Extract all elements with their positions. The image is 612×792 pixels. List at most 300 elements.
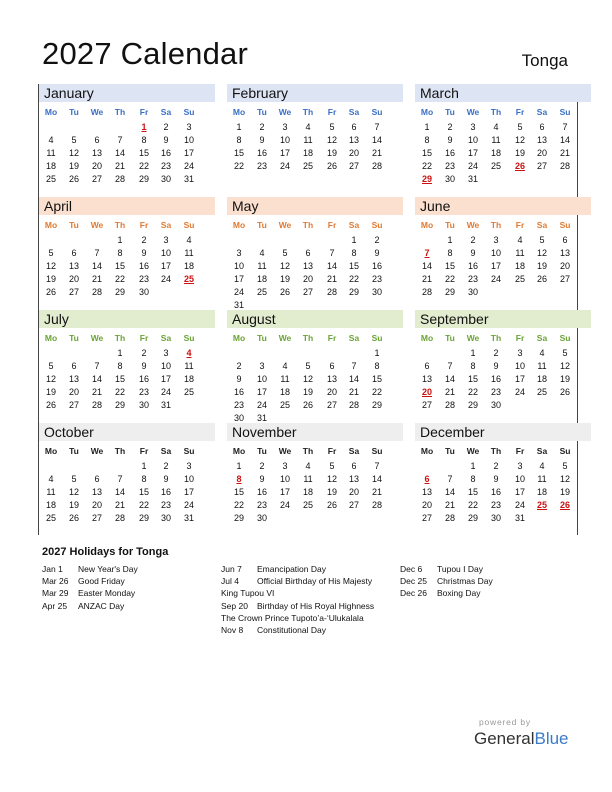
day-cell: 13 [91,148,102,158]
day-cell: 25 [302,161,313,171]
day-cell: 22 [444,274,455,284]
day-cell: 6 [539,122,545,132]
day-cell: 12 [45,261,56,271]
day-cell: 21 [91,387,102,397]
weekday-label: We [278,333,292,343]
day-cell: 19 [326,148,337,158]
weekday-label: Fr [139,446,149,456]
holiday-column [42,563,138,612]
day-cell: 10 [514,474,525,484]
day-cell: 15 [138,487,149,497]
day-cell: 9 [236,374,242,384]
weekday-label: Fr [327,333,337,343]
day-cell: 30 [233,413,244,423]
weekday-label: We [278,220,292,230]
day-cell: 20 [348,148,359,158]
day-cell: 9 [493,474,499,484]
day-cell: 21 [421,274,432,284]
weekday-label: Su [559,220,571,230]
holiday-date: Jun 7 [221,564,242,574]
day-cell: 16 [138,374,149,384]
day-cell: 21 [348,387,359,397]
weekday-label: Fr [515,446,525,456]
day-cell: 24 [490,274,501,284]
day-cell: 2 [163,461,169,471]
month-march [415,84,591,196]
day-cell: 4 [259,248,265,258]
day-cell: 8 [351,248,357,258]
day-cell: 4 [305,122,311,132]
day-cell: 23 [490,500,501,510]
day-cell: 27 [91,174,102,184]
holiday-column [400,563,493,600]
holidays-title: 2027 Holidays for Tonga [42,546,169,558]
weekday-label: Th [302,107,314,117]
day-cell: 22 [138,161,149,171]
day-cell: 22 [467,387,478,397]
month-december [415,423,591,535]
day-cell: 1 [374,348,380,358]
day-cell: 20 [421,500,432,510]
day-cell: 6 [562,235,568,245]
day-cell: 12 [279,261,290,271]
day-cell: 2 [259,122,265,132]
day-cell: 6 [351,122,357,132]
month-name: January [44,85,94,101]
holiday-name: Official Birthday of His Majesty [257,576,373,587]
month-header [39,310,215,328]
day-cell: 13 [559,248,570,258]
day-cell: 5 [539,235,545,245]
day-cell: 7 [447,474,453,484]
month-may [227,197,403,309]
day-cell: 14 [559,135,570,145]
weekday-label: We [278,446,292,456]
page-title: 2027 Calendar [42,36,248,71]
day-cell: 15 [138,148,149,158]
day-cell: 3 [163,348,169,358]
day-cell: 4 [539,461,545,471]
day-cell: 11 [303,135,313,145]
day-cell: 15 [371,374,382,384]
day-cell: 23 [467,274,478,284]
weekday-label: Fr [515,220,525,230]
brand-blue: Blue [534,729,569,748]
day-cell: 15 [444,261,455,271]
weekday-label: Tu [445,107,455,117]
weekday-label: Mo [232,333,246,343]
day-cell: 12 [559,474,570,484]
weekday-label: Mo [44,107,58,117]
day-cell: 5 [305,361,311,371]
day-cell: 2 [259,461,265,471]
day-cell: 3 [163,235,169,245]
day-cell: 9 [141,361,147,371]
day-cell: 11 [537,474,547,484]
holiday-name: Boxing Day [437,588,481,599]
weekday-label: Th [302,333,314,343]
day-cell: 25 [279,400,290,410]
day-cell: 8 [447,248,453,258]
weekday-label: Su [183,220,195,230]
holiday-row [400,563,493,575]
day-cell: 14 [91,374,102,384]
day-cell: 10 [279,474,290,484]
month-name: May [232,198,259,214]
day-cell: 30 [256,513,267,523]
day-cell: 15 [233,487,244,497]
day-cell: 23 [233,400,244,410]
day-cell: 20 [68,387,79,397]
day-cell: 31 [514,513,525,523]
day-cell: 9 [470,248,476,258]
day-cell: 23 [371,274,382,284]
weekday-label: Th [490,107,502,117]
day-cell: 29 [371,400,382,410]
day-cell: 14 [371,474,382,484]
weekday-label: Mo [232,107,246,117]
weekday-label: Sa [160,446,172,456]
weekday-label: Tu [445,220,455,230]
month-name: March [420,85,459,101]
day-cell: 6 [329,361,335,371]
day-cell: 3 [282,122,288,132]
day-cell: 20 [326,387,337,397]
holiday-date: Jan 1 [42,564,63,574]
holiday-row [221,563,374,575]
day-cell: 17 [514,487,525,497]
day-cell: 18 [183,261,194,271]
holiday-day-cell: 26 [559,500,570,510]
holiday-row [400,575,493,587]
weekday-label: Su [559,446,571,456]
day-cell: 9 [374,248,380,258]
day-cell: 4 [48,135,54,145]
month-header [39,197,215,215]
month-name: August [232,311,276,327]
day-cell: 3 [517,348,523,358]
day-cell: 2 [447,122,453,132]
day-cell: 23 [444,161,455,171]
day-cell: 24 [183,161,194,171]
day-cell: 16 [371,261,382,271]
holiday-name: The Crown Prince Tupoto’a-‘Ulukalala [221,612,364,623]
day-cell: 22 [114,274,125,284]
day-cell: 10 [160,248,171,258]
day-cell: 10 [514,361,525,371]
month-november [227,423,403,535]
weekday-label: Sa [160,107,172,117]
day-cell: 18 [45,500,56,510]
day-cell: 31 [467,174,478,184]
holiday-date: Jul 4 [221,576,239,587]
weekday-label: Tu [69,446,79,456]
calendar-grid [38,84,578,535]
day-cell: 22 [233,161,244,171]
holiday-name: King Tupou VI [221,588,275,599]
day-cell: 14 [114,148,125,158]
day-cell: 18 [302,487,313,497]
day-cell: 2 [493,348,499,358]
day-cell: 28 [91,287,102,297]
day-cell: 9 [447,135,453,145]
day-cell: 9 [163,474,169,484]
day-cell: 27 [421,400,432,410]
day-cell: 18 [279,387,290,397]
day-cell: 26 [326,500,337,510]
day-cell: 31 [183,174,194,184]
day-cell: 26 [536,274,547,284]
weekday-label: Th [114,220,126,230]
weekday-label: We [466,107,480,117]
day-cell: 31 [183,513,194,523]
weekday-label: Su [183,333,195,343]
day-cell: 10 [490,248,501,258]
month-july [39,310,215,422]
day-cell: 6 [94,474,100,484]
weekday-label: Sa [160,333,172,343]
day-cell: 20 [536,148,547,158]
day-cell: 9 [493,361,499,371]
brand-general: General [474,729,535,748]
day-cell: 28 [444,513,455,523]
month-name: February [232,85,289,101]
holiday-row [221,587,374,599]
day-cell: 20 [91,500,102,510]
weekday-label: Th [302,446,314,456]
holiday-row [42,600,138,612]
weekday-label: Th [114,107,126,117]
day-cell: 2 [236,361,242,371]
day-cell: 17 [160,374,171,384]
day-cell: 30 [467,287,478,297]
day-cell: 10 [256,374,267,384]
day-cell: 5 [562,348,568,358]
weekday-label: We [90,446,104,456]
day-cell: 27 [68,400,79,410]
day-cell: 1 [424,122,430,132]
day-cell: 15 [233,148,244,158]
weekday-label: Th [490,446,502,456]
weekday-label: Fr [515,107,525,117]
day-cell: 31 [256,413,267,423]
day-cell: 10 [233,261,244,271]
day-cell: 2 [470,235,476,245]
weekday-label: Fr [139,220,149,230]
day-cell: 12 [559,361,570,371]
day-cell: 29 [114,287,125,297]
day-cell: 9 [163,135,169,145]
weekday-label: We [466,446,480,456]
holiday-column [221,563,374,636]
holiday-date: Mar 29 [42,588,69,599]
day-cell: 20 [302,274,313,284]
day-cell: 22 [371,387,382,397]
holiday-day-cell: 7 [424,248,430,258]
day-cell: 11 [257,261,267,271]
day-cell: 25 [490,161,501,171]
day-cell: 17 [279,487,290,497]
day-cell: 27 [68,287,79,297]
weekday-label: Tu [69,333,79,343]
day-cell: 7 [562,122,568,132]
weekday-label: Tu [257,446,267,456]
weekday-label: Su [183,107,195,117]
day-cell: 30 [160,513,171,523]
day-cell: 28 [371,161,382,171]
day-cell: 12 [45,374,56,384]
month-august [227,310,403,422]
month-header [39,423,215,441]
day-cell: 21 [444,500,455,510]
holiday-name: Tupou I Day [437,564,483,574]
day-cell: 7 [117,474,123,484]
day-cell: 17 [160,261,171,271]
day-cell: 12 [326,474,337,484]
weekday-label: Sa [348,333,360,343]
day-cell: 17 [279,148,290,158]
weekday-label: Tu [445,446,455,456]
day-cell: 29 [467,513,478,523]
weekday-label: Mo [44,333,58,343]
day-cell: 7 [94,361,100,371]
day-cell: 25 [514,274,525,284]
weekday-label: We [90,220,104,230]
weekday-label: Tu [69,107,79,117]
month-header [227,310,403,328]
month-june [415,197,591,309]
day-cell: 4 [186,235,192,245]
day-cell: 13 [91,487,102,497]
holiday-name: Birthday of His Royal Highness [257,600,375,611]
day-cell: 15 [114,374,125,384]
day-cell: 29 [114,400,125,410]
day-cell: 28 [348,400,359,410]
day-cell: 3 [259,361,265,371]
day-cell: 12 [68,487,79,497]
day-cell: 17 [233,274,244,284]
holiday-name: Easter Monday [78,588,136,599]
day-cell: 25 [183,387,194,397]
weekday-label: Fr [515,333,525,343]
day-cell: 12 [514,135,525,145]
day-cell: 27 [302,287,313,297]
weekday-label: Sa [160,220,172,230]
day-cell: 2 [493,461,499,471]
day-cell: 16 [233,387,244,397]
day-cell: 13 [68,374,79,384]
weekday-label: Sa [536,107,548,117]
weekday-label: Mo [232,220,246,230]
holiday-name: Constitutional Day [257,625,326,636]
day-cell: 22 [421,161,432,171]
day-cell: 17 [514,374,525,384]
month-header [415,197,591,215]
day-cell: 3 [282,461,288,471]
day-cell: 19 [326,487,337,497]
day-cell: 15 [467,374,478,384]
month-january [39,84,215,196]
day-cell: 27 [91,513,102,523]
holiday-name: New Year's Day [78,564,138,574]
day-cell: 11 [280,374,290,384]
month-name: July [44,311,69,327]
day-cell: 14 [444,374,455,384]
weekday-label: Fr [327,107,337,117]
weekday-label: Th [490,220,502,230]
weekday-label: Tu [257,333,267,343]
day-cell: 1 [141,461,147,471]
weekday-label: Tu [257,220,267,230]
day-cell: 4 [282,361,288,371]
weekday-label: Th [114,333,126,343]
day-cell: 11 [303,474,313,484]
day-cell: 15 [467,487,478,497]
holiday-day-cell: 26 [514,161,525,171]
day-cell: 29 [467,400,478,410]
day-cell: 18 [183,374,194,384]
month-february [227,84,403,196]
weekday-label: Su [371,446,383,456]
day-cell: 27 [348,161,359,171]
day-cell: 2 [374,235,380,245]
day-cell: 28 [371,500,382,510]
day-cell: 18 [514,261,525,271]
day-cell: 24 [256,400,267,410]
day-cell: 3 [236,248,242,258]
day-cell: 23 [256,161,267,171]
day-cell: 8 [141,135,147,145]
day-cell: 4 [493,122,499,132]
holiday-date: Mar 26 [42,576,69,587]
holiday-row [42,587,138,599]
day-cell: 25 [45,174,56,184]
day-cell: 5 [71,474,77,484]
day-cell: 5 [562,461,568,471]
day-cell: 5 [48,248,54,258]
day-cell: 20 [68,274,79,284]
day-cell: 11 [184,248,194,258]
day-cell: 14 [326,261,337,271]
day-cell: 2 [141,235,147,245]
day-cell: 24 [514,500,525,510]
weekday-label: Sa [348,220,360,230]
day-cell: 30 [160,174,171,184]
day-cell: 24 [160,274,171,284]
day-cell: 1 [236,122,242,132]
month-name: November [232,424,297,440]
day-cell: 18 [256,274,267,284]
weekday-label: Mo [232,446,246,456]
month-name: April [44,198,73,214]
day-cell: 15 [348,261,359,271]
day-cell: 18 [302,148,313,158]
day-cell: 29 [348,287,359,297]
month-name: December [420,424,485,440]
day-cell: 1 [447,235,453,245]
weekday-label: Fr [327,220,337,230]
month-header [227,84,403,102]
weekday-label: Fr [139,107,149,117]
day-cell: 21 [91,274,102,284]
day-cell: 24 [279,500,290,510]
day-cell: 13 [68,261,79,271]
month-header [415,310,591,328]
day-cell: 16 [256,487,267,497]
day-cell: 24 [279,161,290,171]
day-cell: 10 [160,361,171,371]
day-cell: 16 [256,148,267,158]
